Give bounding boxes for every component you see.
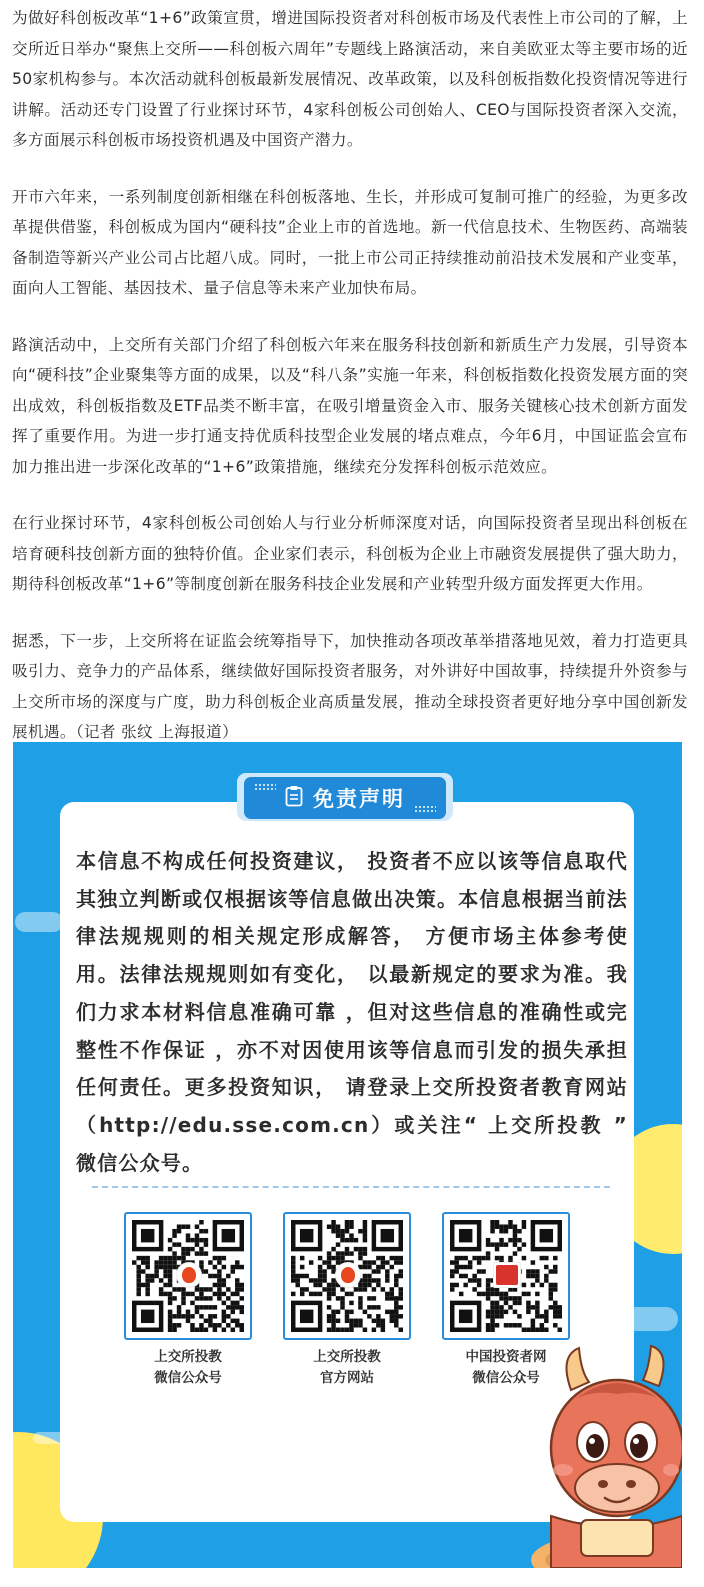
dots-decor: [414, 805, 436, 813]
qr-caption-line2: 微信公众号: [472, 1370, 540, 1386]
qr-code-image[interactable]: [442, 1212, 570, 1340]
qr-caption: [113, 1347, 263, 1389]
article-paragraph-3: 路演活动中，上交所有关部门介绍了科创板六年来在服务科技创新和新质生产力发展，引导资本向“硬科技”企业聚集等方面的成果，以及“科八条”实施一年来，科创板指数化投资发展方面的突出成效，科创板指数及ETF品类不断丰富，在吸引增量资金入市、服务关键核心技术创新方面发挥了重要作用。为进一步打通支持优质科技型企业发展的堵点难点，今年6月，中国证监会宣布加力推出进一步深化改革的“1+6”政策措施，继续充分发挥科创板示范效应。: [12, 335, 688, 476]
disclaimer-poster: [13, 742, 682, 1568]
qr-caption-line2: 微信公众号: [154, 1370, 222, 1386]
qr-caption: [272, 1347, 422, 1389]
sse-logo-icon: [335, 1262, 361, 1288]
disclaimer-text: 本信息不构成任何投资建议， 投资者不应以该等信息取代其独立判断或仅根据该等信息做出决策。本信息根据当前法律法规规则的相关规定形成解答， 方便市场主体参考使用。法律法规规则如有变化， 以最新规定的要求为准。我们力求本材料信息准确可靠 ，但对这些信息的准确性或完整性不作保证 ，亦不对因使用该等信息而引发的损失承担任何责任。更多投资知识， 请登录上交所投资者教育网站（http://edu.sse.com.cn）或关注“ 上交所投教 ” 微信公众号。: [76, 849, 628, 1175]
investor-net-logo-icon: [493, 1262, 521, 1288]
article-paragraph-2: 开市六年来，一系列制度创新相继在科创板落地、生长，并形成可复制可推广的经验，为更多改革提供借鉴，科创板成为国内“硬科技”企业上市的首选地。新一代信息技术、生物医药、高端装备制造等新兴产业公司占比超八成。同时，一批上市公司正持续推动前沿技术发展和产业变革，面向人工智能、基因技术、量子信息等未来产业加快布局。: [12, 187, 688, 297]
disclaimer-badge: [244, 777, 446, 819]
dashed-divider: [92, 1186, 610, 1188]
article-body: [12, 0, 688, 774]
qr-caption-line1: 上交所投教: [313, 1349, 381, 1365]
ox-mascot-icon: [531, 1338, 682, 1568]
qr-caption-line1: 中国投资者网: [465, 1349, 547, 1365]
decor-cloud: [15, 912, 63, 932]
qr-item-sse-website: [272, 1212, 422, 1389]
article-paragraph-5: 据悉，下一步，上交所将在证监会统筹指导下，加快推动各项改革举措落地见效，着力打造更具吸引力、竞争力的产品体系，继续做好国际投资者服务，对外讲好中国故事，持续提升外资参与上交所市场的深度与广度，助力科创板企业高质量发展，推动全球投资者更好地分享中国创新发展机遇。（记者 张纹 上海报道）: [12, 631, 688, 741]
article-paragraph-4: 在行业探讨环节，4家科创板公司创始人与行业分析师深度对话，向国际投资者呈现出科创板在培育硬科技创新方面的独特价值。企业家们表示，科创板为企业上市融资发展提供了强大助力，期待科创板改革“1+6”等制度创新在服务科技企业发展和产业转型升级方面发挥更大作用。: [12, 514, 688, 593]
disclaimer-title: 免责声明: [313, 787, 405, 811]
sse-logo-icon: [176, 1262, 202, 1288]
dots-decor: [254, 783, 276, 791]
qr-code-image[interactable]: [124, 1212, 252, 1340]
qr-code-image[interactable]: [283, 1212, 411, 1340]
document-icon: [285, 785, 303, 811]
qr-item-sse-wechat: [113, 1212, 263, 1389]
qr-caption-line1: 上交所投教: [154, 1349, 222, 1365]
qr-caption-line2: 官方网站: [320, 1370, 374, 1386]
article-paragraph-1: 为做好科创板改革“1+6”政策宣贯，增进国际投资者对科创板市场及代表性上市公司的了解，上交所近日举办“聚焦上交所——科创板六周年”专题线上路演活动，来自美欧亚太等主要市场的近50家机构参与。本次活动就科创板最新发展情况、改革政策，以及科创板指数化投资情况等进行讲解。活动还专门设置了行业探讨环节，4家科创板公司创始人、CEO与国际投资者深入交流，多方面展示科创板市场投资机遇及中国资产潜力。: [12, 9, 688, 149]
